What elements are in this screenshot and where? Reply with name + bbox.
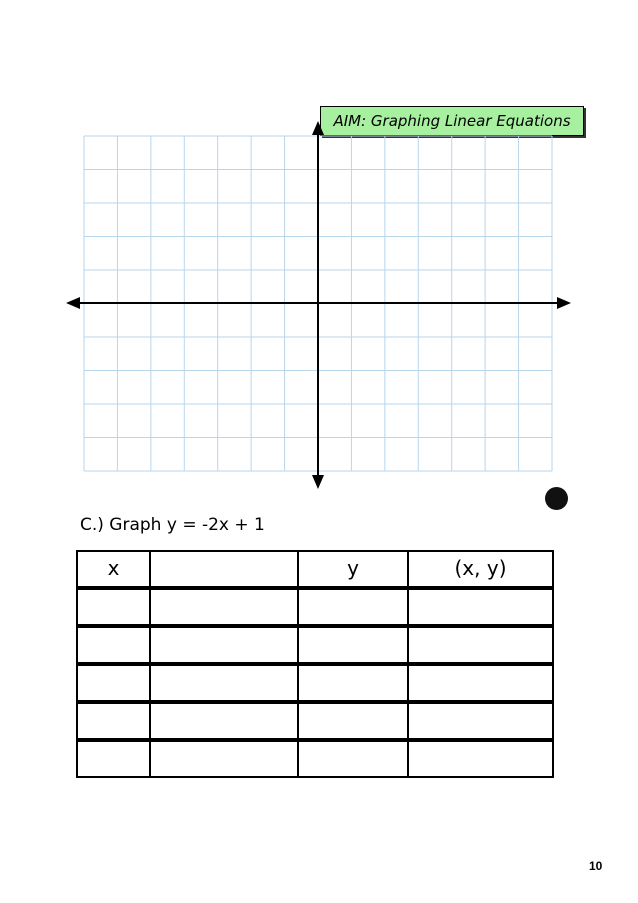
table-cell <box>407 588 554 626</box>
axes <box>66 121 571 489</box>
table-cell <box>297 740 409 778</box>
table-cell <box>76 740 151 778</box>
table-cell <box>297 588 409 626</box>
x-axis-right-arrow <box>557 297 571 309</box>
table-header-cell: (x, y) <box>407 550 554 588</box>
page-number: 10 <box>589 859 603 873</box>
table-header-cell: x <box>76 550 151 588</box>
table-header-cell: y <box>297 550 409 588</box>
table-cell <box>149 626 299 664</box>
table-cell <box>407 702 554 740</box>
table-cell <box>76 626 151 664</box>
table-cell <box>149 702 299 740</box>
table-cell <box>149 664 299 702</box>
table-header-cell <box>149 550 299 588</box>
table-cell <box>76 702 151 740</box>
table-cell <box>149 588 299 626</box>
table-cell <box>76 664 151 702</box>
table-cell <box>407 740 554 778</box>
table-cell <box>149 740 299 778</box>
table-cell <box>76 588 151 626</box>
y-axis-top-arrow <box>312 121 324 135</box>
problem-statement: C.) Graph y = -2x + 1 <box>80 515 265 535</box>
filled-circle-dot-icon <box>545 487 568 510</box>
aim-title-text: AIM: Graphing Linear Equations <box>333 112 571 130</box>
x-axis-left-arrow <box>66 297 80 309</box>
table-cell <box>297 664 409 702</box>
table-cell <box>407 626 554 664</box>
y-axis-bottom-arrow <box>312 475 324 489</box>
table-cell <box>297 702 409 740</box>
table-cell <box>297 626 409 664</box>
table-cell <box>407 664 554 702</box>
